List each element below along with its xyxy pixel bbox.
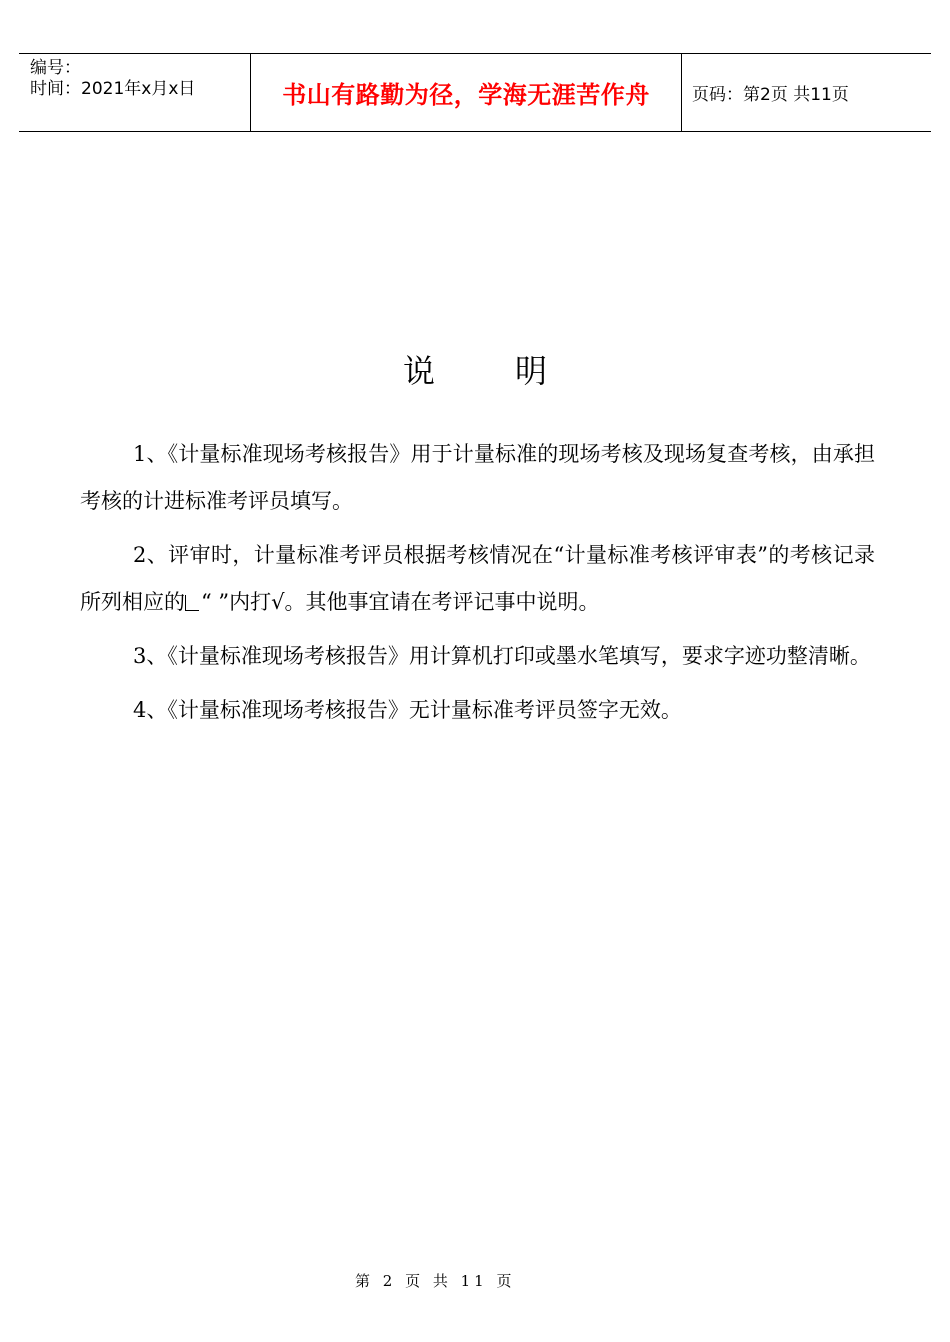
paragraph-2-text-before: 2、评审时，计量标准考评员根据考核情况在“计量标准考核评审表”的考核记录所列相应的 [80,543,875,614]
motto-text: 书山有路勤为径，学海无涯苦作舟 [282,81,650,109]
instruction-paragraph-4: 4、《计量标准现场考核报告》无计量标准考评员签字无效。 [133,698,682,722]
instruction-paragraph-1: 1、《计量标准现场考核报告》用于计量标准的现场考核及现场复查考核，由承担考核的计进标准考评员填写。 [80,442,875,513]
page-footer: 第 2 页 共 11 页 [355,1272,516,1290]
header-motto-cell [251,54,682,131]
instruction-paragraph-3: 3、《计量标准现场考核报告》用计算机打印或墨水笔填写，要求字迹功整清晰。 [133,644,871,668]
paragraph-2-text-after: 内打√。其他事宜请在考评记事中说明。 [229,590,600,614]
document-title: 说明 [402,352,627,390]
date-text: 时间：2021年x月x日 [30,79,196,99]
paragraph-2-quote: “ ” [201,590,230,614]
serial-number-label: 编号： [30,58,81,78]
page-header [19,53,931,132]
instruction-paragraph-2 [80,532,875,626]
header-meta-cell [19,54,251,131]
checkbox-icon [185,595,199,611]
header-page-cell [682,54,931,131]
page-info-text: 页码：第2页 共11页 [692,85,849,105]
document-body [80,431,875,741]
